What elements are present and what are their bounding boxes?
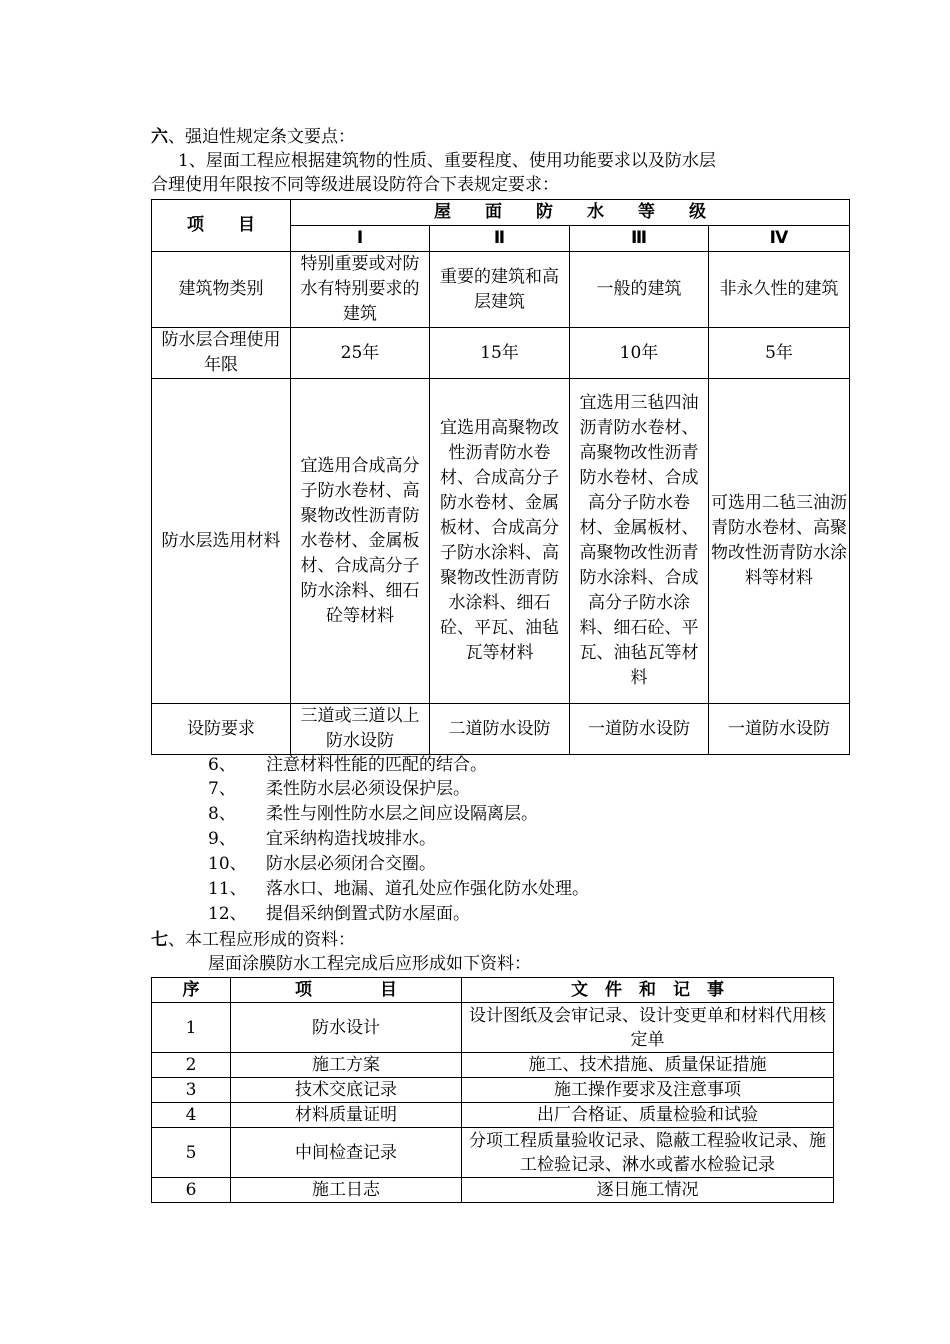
rule-number: 10、 (208, 854, 247, 874)
table1-cell: 一道防水设防 (570, 704, 709, 755)
rule-text: 宜采纳构造找坡排水。 (266, 829, 436, 849)
table1-cell: 非永久性的建筑 (709, 252, 850, 328)
rule-text: 柔性防水层必须设保护层。 (266, 779, 470, 799)
section-6-paragraph-line-1: 1、屋面工程应根据建筑物的性质、重要程度、使用功能要求以及防水层 (178, 151, 716, 171)
section-7-intro: 屋面涂膜防水工程完成后应形成如下资料： (208, 954, 531, 974)
table-row (152, 1078, 834, 1103)
table1-level-4: Ⅳ (709, 226, 850, 252)
table1-item-header: 项 目 (152, 200, 291, 252)
waterproof-grade-table (151, 199, 850, 755)
table2-no: 6 (152, 1178, 231, 1203)
rule-text: 柔性与刚性防水层之间应设隔离层。 (266, 804, 538, 824)
table2-item: 中间检查记录 (231, 1128, 462, 1178)
table1-cell: 一般的建筑 (570, 252, 709, 328)
rule-text: 注意材料性能的匹配的结合。 (266, 755, 487, 775)
table1-cell: 宜选用三毡四油沥青防水卷材、高聚物改性沥青防水卷材、合成高分子防水卷材、金属板材、高聚物改性沥青防水涂料、合成高分子防水涂料、细石砼、平瓦、油毡瓦等材料 (570, 379, 709, 704)
table1-cell: 5年 (709, 328, 850, 379)
table2-item: 施工方案 (231, 1053, 462, 1078)
rule-number: 7、 (208, 779, 236, 799)
table2-item: 防水设计 (231, 1003, 462, 1053)
table1-row-label: 设防要求 (152, 704, 291, 755)
table-row (152, 1003, 834, 1053)
section-7-number: 七 (151, 930, 168, 950)
table2-no: 2 (152, 1053, 231, 1078)
table2-header-item: 项 目 (231, 978, 462, 1003)
section-7-heading (151, 928, 355, 952)
table2-no: 3 (152, 1078, 231, 1103)
table1-cell: 10年 (570, 328, 709, 379)
table2-header-no: 序 (152, 978, 231, 1003)
table-row (152, 1178, 834, 1203)
rule-number: 12、 (208, 904, 247, 924)
table2-no: 5 (152, 1128, 231, 1178)
documents-table (151, 977, 834, 1203)
section-6-number: 六 (151, 127, 168, 147)
table1-cell: 可选用二毡三油沥青防水卷材、高聚物改性沥青防水涂料等材料 (709, 379, 850, 704)
table1-cell: 宜选用高聚物改性沥青防水卷材、合成高分子防水卷材、金属板材、合成高分子防水涂料、高聚物改性沥青防水涂料、细石砼、平瓦、油毡瓦等材料 (430, 379, 570, 704)
table1-row-label: 防水层合理使用年限 (152, 328, 291, 379)
table2-no: 4 (152, 1103, 231, 1128)
table1-cell: 25年 (291, 328, 430, 379)
table2-no: 1 (152, 1003, 231, 1053)
rule-number: 9、 (208, 829, 236, 849)
table2-doc: 设计图纸及会审记录、设计变更单和材料代用核定单 (462, 1003, 834, 1053)
table1-row-label: 防水层选用材料 (152, 379, 291, 704)
table2-doc: 逐日施工情况 (462, 1178, 834, 1203)
rule-number: 11、 (208, 879, 247, 899)
section-6-paragraph-line-2: 合理使用年限按不同等级进展设防符合下表规定要求： (151, 175, 559, 195)
table2-item: 技术交底记录 (231, 1078, 462, 1103)
table2-doc: 施工操作要求及注意事项 (462, 1078, 834, 1103)
table1-cell: 一道防水设防 (709, 704, 850, 755)
rule-text: 防水层必须闭合交圈。 (266, 854, 436, 874)
table1-cell: 15年 (430, 328, 570, 379)
table2-doc: 施工、技术措施、质量保证措施 (462, 1053, 834, 1078)
table2-doc: 出厂合格证、质量检验和试验 (462, 1103, 834, 1128)
table2-header-doc: 文 件 和 记 事 (462, 978, 834, 1003)
rule-number: 8、 (208, 804, 236, 824)
rule-text: 落水口、地漏、道孔处应作强化防水处理。 (266, 879, 589, 899)
section-7-title: 、本工程应形成的资料： (168, 930, 355, 950)
section-6-heading (151, 125, 355, 149)
rule-text: 提倡采纳倒置式防水屋面。 (266, 904, 470, 924)
table1-level-3: Ⅲ (570, 226, 709, 252)
table1-level-header: 屋 面 防 水 等 级 (291, 200, 850, 226)
table1-row-label: 建筑物类别 (152, 252, 291, 328)
table-row (152, 1053, 834, 1078)
table2-item: 材料质量证明 (231, 1103, 462, 1128)
table1-cell: 宜选用合成高分子防水卷材、高聚物改性沥青防水卷材、金属板材、合成高分子防水涂料、细石砼等材料 (291, 379, 430, 704)
table-row (152, 1128, 834, 1178)
table1-level-1: Ⅰ (291, 226, 430, 252)
table1-level-2: Ⅱ (430, 226, 570, 252)
table2-doc: 分项工程质量验收记录、隐蔽工程验收记录、施工检验记录、淋水或蓄水检验记录 (462, 1128, 834, 1178)
table1-cell: 二道防水设防 (430, 704, 570, 755)
table-row (152, 1103, 834, 1128)
rule-number: 6、 (208, 755, 236, 775)
table1-cell: 三道或三道以上防水设防 (291, 704, 430, 755)
table1-cell: 特别重要或对防水有特别要求的建筑 (291, 252, 430, 328)
table1-cell: 重要的建筑和高层建筑 (430, 252, 570, 328)
section-6-title: 、强迫性规定条文要点： (168, 127, 355, 147)
table2-item: 施工日志 (231, 1178, 462, 1203)
